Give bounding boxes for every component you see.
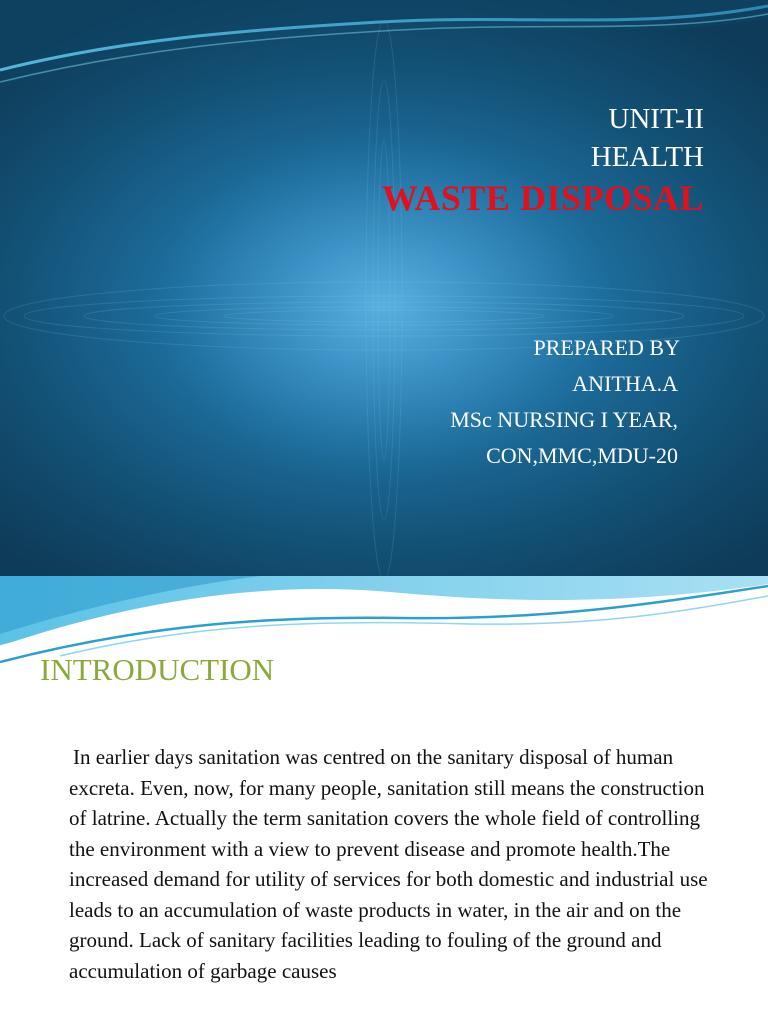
- title-block: [382, 100, 704, 220]
- course-label: MSc NURSING I YEAR,: [450, 407, 678, 432]
- subject-label: HEALTH: [590, 141, 704, 173]
- body-paragraph: In earlier days sanitation was centred on the sanitary disposal of human excreta. Even, now, for many people, sanitation still means the construction of latrine. Actually the term sanitation covers the whole field of controlling the environment with a view to prevent disease and promote health.The increased demand for utility of services for both domestic and industrial use leads to an accumulation of waste products in water, in the air and on the ground. Lack of sanitary facilities leading to fouling of the ground and accumulation of garbage causes: [69, 745, 708, 983]
- author-block: [450, 330, 678, 474]
- introduction-slide: [0, 576, 768, 1024]
- institution-label: CON,MMC,MDU-20: [486, 443, 678, 468]
- author-name: ANITHA.A: [572, 371, 678, 396]
- slide-title: WASTE DISPOSAL: [381, 178, 704, 218]
- prepared-by-label: PREPARED BY: [533, 335, 680, 360]
- unit-label: UNIT-II: [608, 103, 704, 135]
- section-heading: INTRODUCTION: [40, 652, 275, 687]
